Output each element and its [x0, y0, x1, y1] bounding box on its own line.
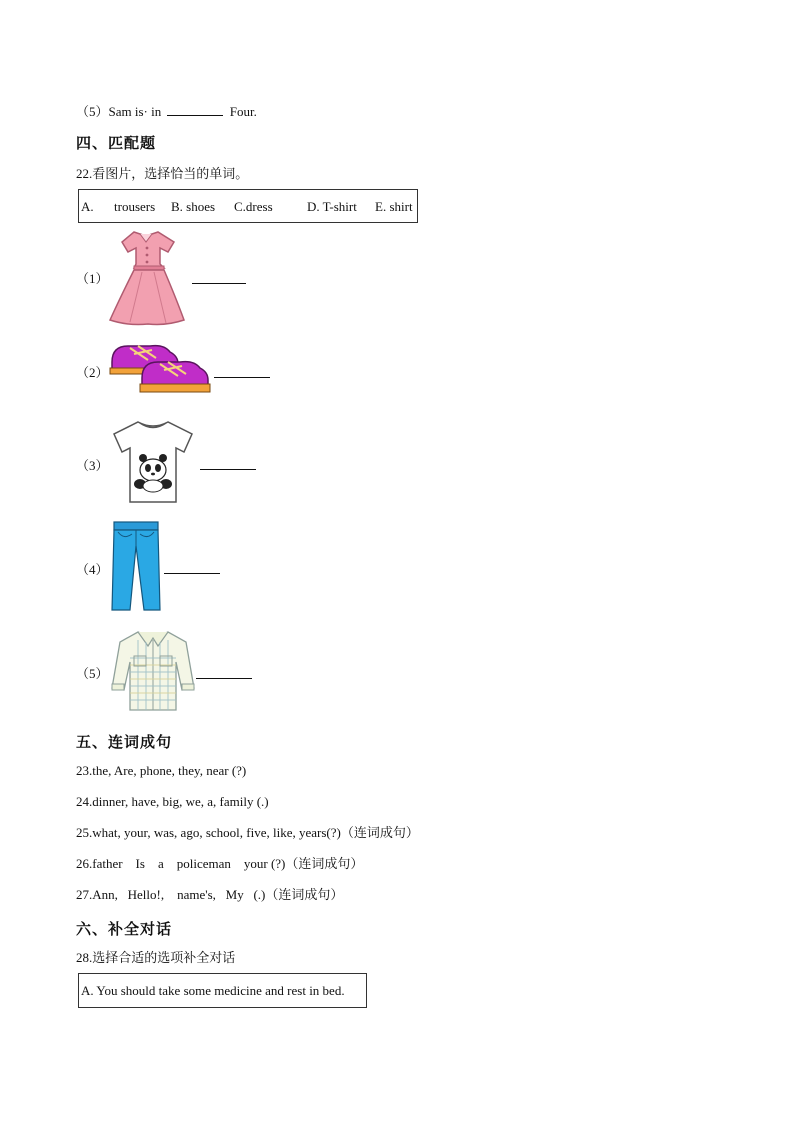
q28-prompt: 28.选择合适的选项补全对话	[76, 950, 236, 965]
section-6-title: 六、补全对话	[76, 920, 173, 938]
shoes-icon	[108, 338, 214, 400]
section-4-title: 四、匹配题	[76, 134, 157, 152]
q22-item-5-number: （5）	[76, 666, 109, 681]
q27: 27.Ann, Hello!, name's, My (.)（连词成句）	[76, 887, 344, 902]
tshirt-icon	[110, 418, 196, 506]
q22-options-box	[78, 189, 418, 223]
q22-answer-2[interactable]	[214, 377, 270, 378]
q22-item-4-number: （4）	[76, 562, 109, 577]
trousers-icon	[110, 520, 162, 612]
q24: 24.dinner, have, big, we, a, family (.)	[76, 794, 269, 809]
q22-prompt: 22.看图片，选择恰当的单词。	[76, 166, 249, 181]
q21-item-5	[76, 103, 257, 120]
answer-blank[interactable]	[167, 103, 223, 116]
dress-icon	[106, 228, 188, 326]
section-5-title: 五、连词成句	[76, 733, 173, 751]
q28-option-a: A. You should take some medicine and rest in bed.	[81, 983, 345, 998]
option-a-word: trousers	[114, 199, 156, 214]
option-b: B. shoes	[171, 199, 216, 214]
q21-5-prefix: （5）Sam is· in	[76, 104, 162, 119]
q28-options-box	[78, 973, 367, 1008]
q22-answer-1[interactable]	[192, 283, 246, 284]
q22-answer-4[interactable]	[164, 573, 220, 574]
option-a-letter: A.	[81, 199, 94, 214]
q22-item-3-number: （3）	[76, 458, 109, 473]
q21-5-suffix: Four.	[229, 104, 257, 119]
q22-answer-3[interactable]	[200, 469, 256, 470]
option-c: C.dress	[234, 199, 273, 214]
option-e: E. shirt	[375, 199, 413, 214]
q22-item-2-number: （2）	[76, 365, 109, 380]
q26: 26.father Is a policeman your (?)（连词成句）	[76, 856, 364, 871]
q22-item-1-number: （1）	[76, 271, 109, 286]
option-d: D. T-shirt	[307, 199, 357, 214]
q22-answer-5[interactable]	[196, 678, 252, 679]
shirt-icon	[110, 628, 196, 714]
q23: 23.the, Are, phone, they, near (?)	[76, 763, 247, 778]
q25: 25.what, your, was, ago, school, five, like, years(?)（连词成句）	[76, 825, 419, 840]
